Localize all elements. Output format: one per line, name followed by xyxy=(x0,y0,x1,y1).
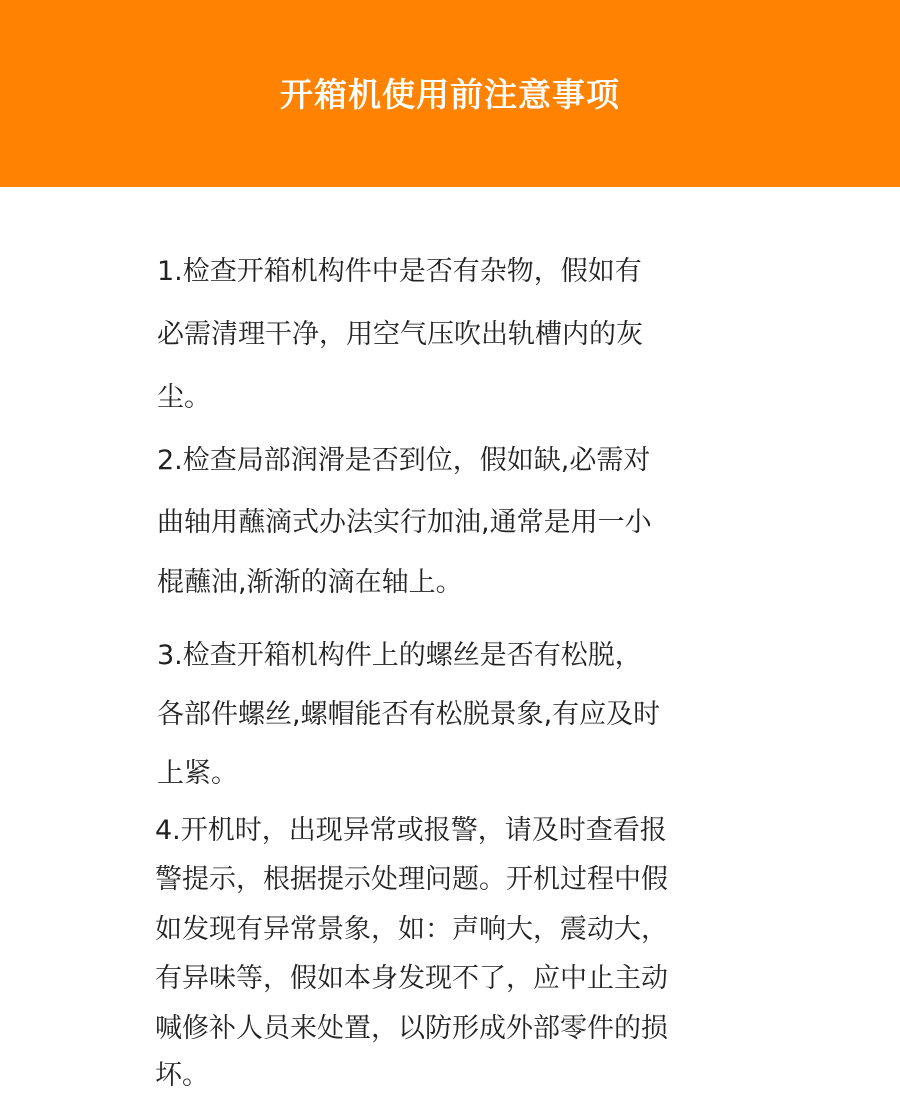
notice-item-4-line-5: 喊修补人员来处置，以防形成外部零件的损 xyxy=(155,1013,668,1044)
notice-item-4-line-6: 坏。 xyxy=(155,1060,209,1091)
header-banner xyxy=(0,0,900,187)
notice-item-4-line-1: 4.开机时，出现异常或报警，请及时查看报 xyxy=(155,815,667,846)
notice-item-4-line-4: 有异味等，假如本身发现不了，应中止主动 xyxy=(155,963,668,994)
notice-item-1-line-3: 尘。 xyxy=(157,382,211,413)
notice-item-1-line-2: 必需清理干净，用空气压吹出轨槽内的灰 xyxy=(157,319,643,350)
notice-item-3-line-2: 各部件螺丝,螺帽能否有松脱景象,有应及时 xyxy=(157,699,661,730)
notice-item-2-line-2: 曲轴用蘸滴式办法实行加油,通常是用一小 xyxy=(157,507,652,538)
notice-item-2-line-1: 2.检查局部润滑是否到位，假如缺,必需对 xyxy=(157,445,651,476)
notice-item-3-line-3: 上紧。 xyxy=(157,758,238,789)
notice-item-4-line-2: 警提示，根据提示处理问题。开机过程中假 xyxy=(155,864,668,895)
notice-item-4-line-3: 如发现有异常景象，如：声响大，震动大， xyxy=(155,914,668,945)
notice-item-2-line-3: 棍蘸油,渐渐的滴在轴上。 xyxy=(157,567,463,598)
page-title: 开箱机使用前注意事项 xyxy=(280,75,620,114)
notice-item-1-line-1: 1.检查开箱机构件中是否有杂物，假如有 xyxy=(157,256,642,287)
notice-item-3-line-1: 3.检查开箱机构件上的螺丝是否有松脱， xyxy=(157,640,642,671)
